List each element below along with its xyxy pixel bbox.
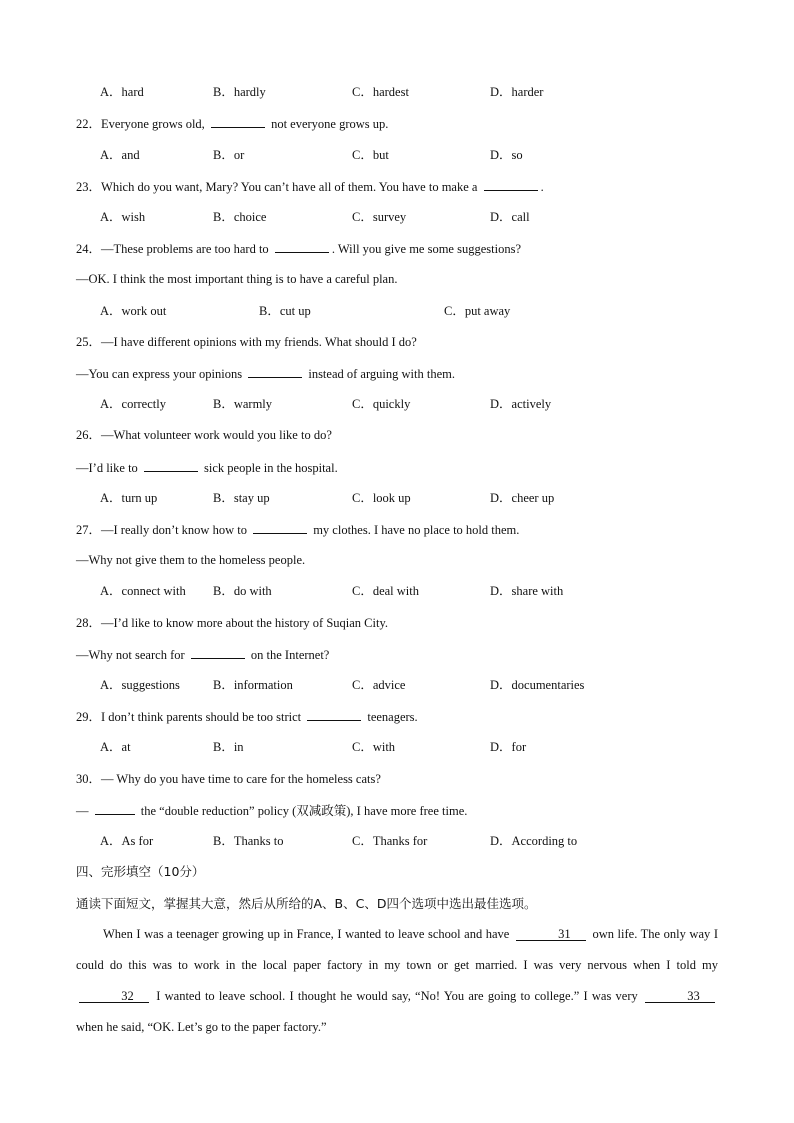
q24-reply: —OK. I think the most important thing is to have a careful plan. [76, 272, 398, 286]
q21-options [100, 84, 720, 100]
q23-text-post: . [540, 180, 544, 194]
q26-line1: —What volunteer work would you like to do? [101, 428, 332, 442]
q23-stem [76, 178, 544, 194]
q22-stem [76, 115, 388, 131]
q30-options [100, 833, 720, 849]
q27-reply: —Why not give them to the homeless people. [76, 553, 306, 567]
q25-stem [76, 334, 417, 350]
q30-text-pre: — [76, 804, 92, 818]
q27-option-a[interactable]: A．connect with [100, 584, 186, 598]
q30-option-c[interactable]: C．Thanks for [352, 834, 428, 848]
q24-text-pre: —These problems are too hard to [101, 242, 272, 256]
q28-number: 28． [76, 616, 102, 630]
q29-options [100, 739, 720, 755]
q26-option-a[interactable]: A．turn up [100, 491, 158, 505]
q27-option-b[interactable]: B．do with [213, 584, 272, 598]
q24-option-a[interactable]: A．work out [100, 304, 167, 318]
q25-number: 25． [76, 335, 102, 349]
q22-text-pre: Everyone grows old, [101, 117, 208, 131]
q22-options [100, 147, 720, 163]
q29-option-a[interactable]: A．at [100, 740, 131, 754]
q25-option-b[interactable]: B．warmly [213, 397, 273, 411]
q25-text-pre: —You can express your opinions [76, 367, 246, 381]
q25-option-a[interactable]: A．correctly [100, 397, 166, 411]
q26-option-b[interactable]: B．stay up [213, 491, 270, 505]
q25-options [100, 396, 720, 412]
q26-option-d[interactable]: D．cheer up [490, 491, 555, 505]
q23-option-d[interactable]: D．call [490, 210, 530, 224]
q23-option-a[interactable]: A．wish [100, 210, 146, 224]
q24-option-c[interactable]: C．put away [444, 304, 511, 318]
blank-33[interactable]: 33 [645, 990, 715, 1003]
q27-option-c[interactable]: C．deal with [352, 584, 420, 598]
q30-option-d[interactable]: D．According to [490, 834, 578, 848]
cloze-passage [76, 919, 718, 1043]
q29-blank [307, 708, 361, 721]
q28-line2 [76, 646, 329, 662]
q30-number: 30． [76, 772, 102, 786]
q29-stem [76, 708, 418, 724]
q23-option-c[interactable]: C．survey [352, 210, 407, 224]
q30-option-b[interactable]: B．Thanks to [213, 834, 284, 848]
q26-text-pre: —I’d like to [76, 461, 141, 475]
q29-option-d[interactable]: D．for [490, 740, 527, 754]
q27-option-d[interactable]: D．share with [490, 584, 564, 598]
q21-option-b[interactable]: B．hardly [213, 85, 266, 99]
q21-option-c[interactable]: C．hardest [352, 85, 409, 99]
blank-32[interactable]: 32 [79, 990, 149, 1003]
q29-option-c[interactable]: C．with [352, 740, 396, 754]
q26-line2 [76, 459, 338, 475]
q29-number: 29． [76, 710, 102, 724]
q26-options [100, 490, 720, 506]
q22-option-b[interactable]: B．or [213, 148, 245, 162]
q26-blank [144, 459, 198, 472]
q21-option-d[interactable]: D．harder [490, 85, 544, 99]
q27-options [100, 583, 720, 599]
q30-text-post: the “double reduction” policy (双减政策), I have more free time. [137, 804, 468, 818]
section-instruction: 通读下面短文，掌握其大意，然后从所给的A、B、C、D四个选项中选出最佳选项。 [76, 896, 537, 911]
q26-number: 26． [76, 428, 102, 442]
q28-option-c[interactable]: C．advice [352, 678, 406, 692]
blank-31[interactable]: 31 [516, 928, 586, 941]
q28-option-a[interactable]: A．suggestions [100, 678, 180, 692]
q23-options [100, 209, 720, 225]
q28-text-post: on the Internet? [247, 648, 330, 662]
q25-text-post: instead of arguing with them. [305, 367, 455, 381]
q28-text-pre: —Why not search for [76, 648, 188, 662]
q28-option-b[interactable]: B．information [213, 678, 293, 692]
q28-stem [76, 615, 388, 631]
q22-option-c[interactable]: C．but [352, 148, 389, 162]
q26-stem [76, 427, 332, 443]
q25-blank [248, 365, 302, 378]
q30-line1: — Why do you have time to care for the homeless cats? [101, 772, 381, 786]
q30-blank [95, 802, 135, 815]
q25-line1: —I have different opinions with my friends. What should I do? [101, 335, 417, 349]
q25-option-c[interactable]: C．quickly [352, 397, 411, 411]
q23-text-pre: Which do you want, Mary? You can’t have all of them. You have to make a [101, 180, 481, 194]
q25-option-d[interactable]: D．actively [490, 397, 552, 411]
q22-blank [211, 115, 265, 128]
q26-text-post: sick people in the hospital. [200, 461, 338, 475]
section-title: 四、完形填空（10分） [76, 864, 205, 879]
q24-options [100, 303, 720, 319]
q27-blank [253, 521, 307, 534]
q28-blank [191, 646, 245, 659]
q23-number: 23． [76, 180, 102, 194]
q29-text-post: teenagers. [364, 710, 418, 724]
q28-options [100, 677, 720, 693]
passage-text-2: own life. The only way I could do this was to work in the local paper factory in my town or get married. I was very nervous when I told my [76, 927, 718, 972]
q24-stem [76, 240, 521, 256]
q30-option-a[interactable]: A．As for [100, 834, 154, 848]
q23-blank [484, 178, 538, 191]
q30-line2 [76, 802, 467, 818]
q28-option-d[interactable]: D．documentaries [490, 678, 585, 692]
q29-option-b[interactable]: B．in [213, 740, 244, 754]
q24-text-post: . Will you give me some suggestions? [331, 242, 521, 256]
q27-text-pre: —I really don’t know how to [101, 523, 251, 537]
q28-line1: —I’d like to know more about the history of Suqian City. [101, 616, 389, 630]
q22-option-a[interactable]: A．and [100, 148, 140, 162]
q27-stem [76, 521, 519, 537]
passage-text-3: I wanted to leave school. I thought he would say, “No! You are going to college.” I was very [152, 989, 642, 1003]
q30-stem [76, 771, 381, 787]
q22-number: 22． [76, 117, 102, 131]
q25-line2 [76, 365, 455, 381]
passage-text-1: When I was a teenager growing up in France, I wanted to leave school and have [103, 927, 513, 941]
passage-text-4: when he said, “OK. Let’s go to the paper factory.” [76, 1020, 327, 1034]
q22-text-post: not everyone grows up. [267, 117, 389, 131]
q23-option-b[interactable]: B．choice [213, 210, 267, 224]
q27-number: 27． [76, 523, 102, 537]
q24-option-b[interactable]: B．cut up [259, 304, 311, 318]
q29-text-pre: I don’t think parents should be too strict [101, 710, 305, 724]
q27-text-post: my clothes. I have no place to hold them. [310, 523, 520, 537]
q26-option-c[interactable]: C．look up [352, 491, 411, 505]
q24-blank [275, 240, 329, 253]
q22-option-d[interactable]: D．so [490, 148, 523, 162]
q21-option-a[interactable]: A．hard [100, 85, 144, 99]
q24-number: 24． [76, 242, 102, 256]
